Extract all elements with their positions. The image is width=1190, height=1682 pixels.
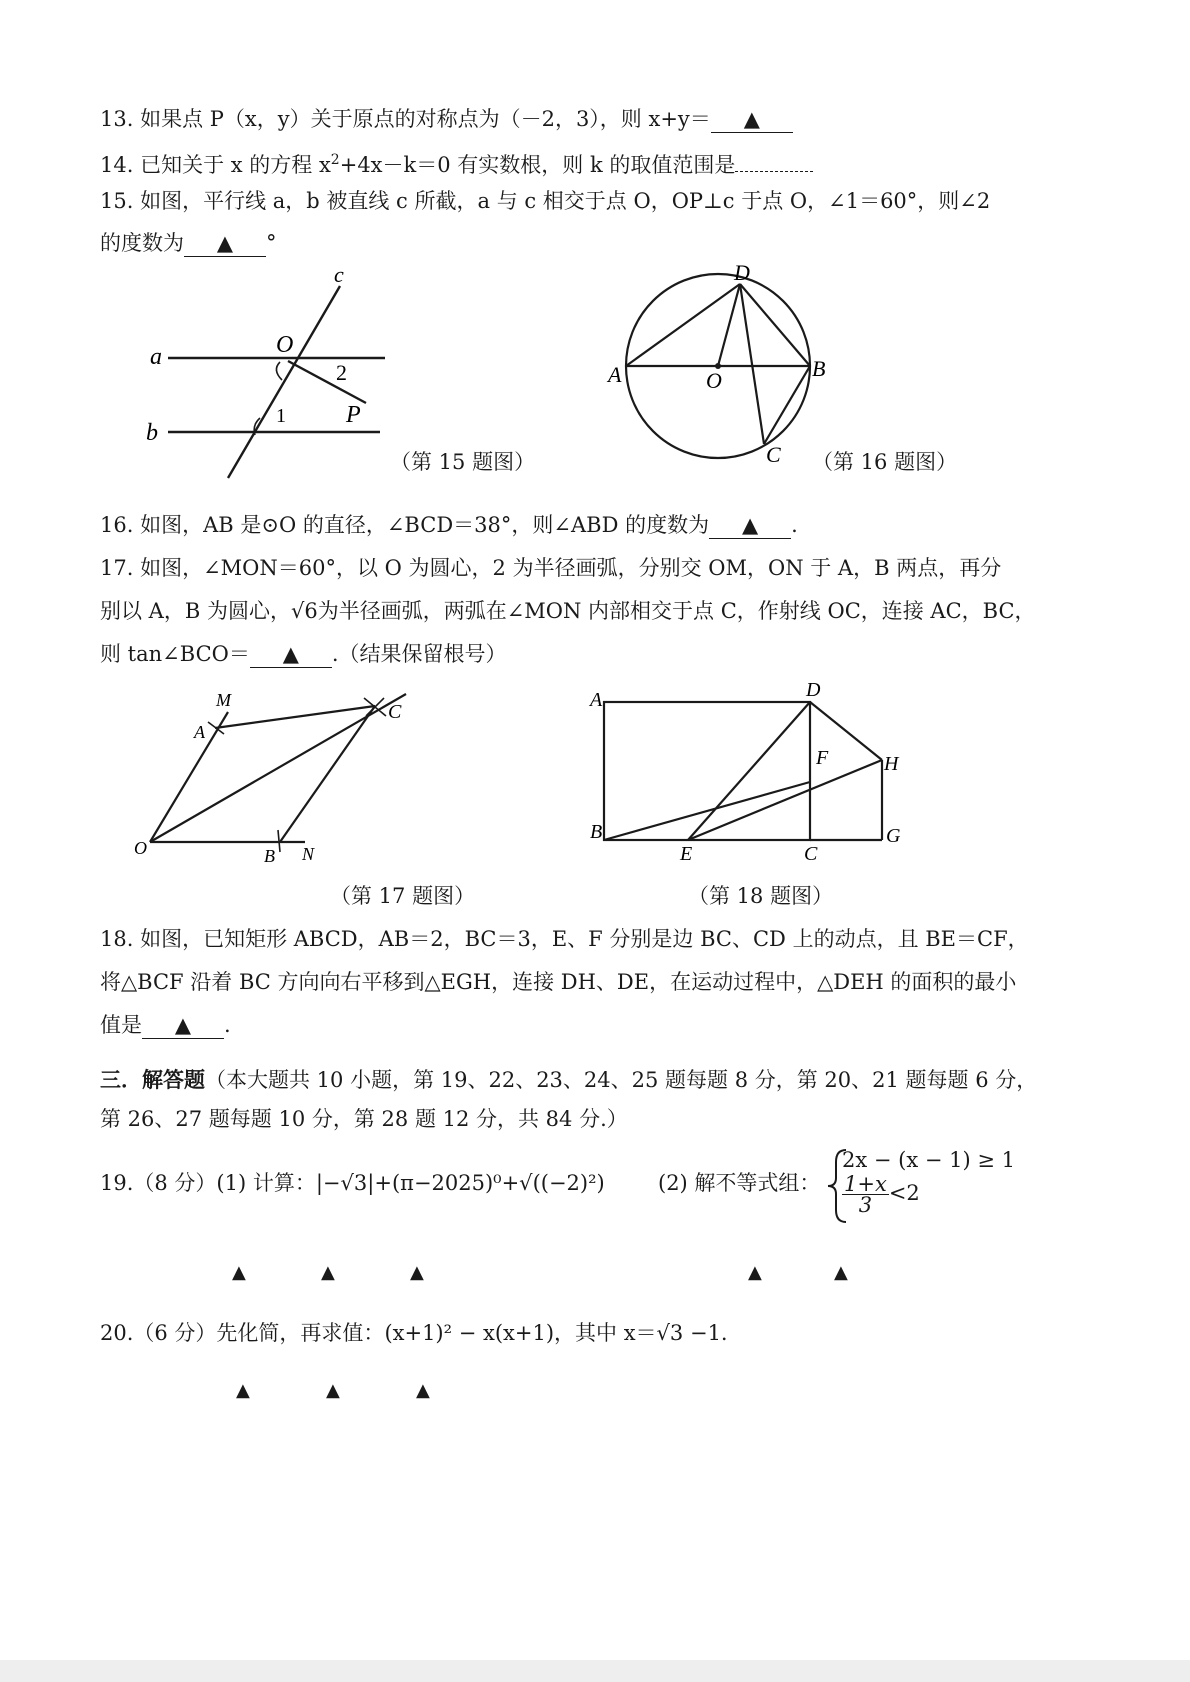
label-O: O xyxy=(134,838,147,858)
question-17-text-2: 别以 A，B 为圆心，√6为半径画弧，两弧在∠MON 内部相交于点 C，作射线 OC，连接 AC，BC， xyxy=(100,599,1036,623)
question-18-line-2 xyxy=(100,967,1016,997)
question-15-answer-blank: ▲ xyxy=(184,230,266,257)
section-3-text-2: 第 26、27 题每题 10 分，第 28 题 12 分，共 84 分.） xyxy=(100,1107,628,1131)
figure-17 xyxy=(130,682,430,877)
question-17-line-1 xyxy=(100,553,1001,583)
chord-AD xyxy=(626,284,740,366)
label-c: c xyxy=(334,262,344,287)
question-19-part-1 xyxy=(100,1168,605,1198)
question-17-answer-blank: ▲ xyxy=(250,641,332,668)
answer-mark: ▲ xyxy=(834,1262,848,1283)
label-E: E xyxy=(680,843,693,865)
label-D: D xyxy=(806,679,821,701)
answer-mark: ▲ xyxy=(326,1380,340,1401)
answer-mark: ▲ xyxy=(232,1262,246,1283)
segment-DE xyxy=(688,702,810,840)
label-B: B xyxy=(264,846,275,866)
question-18-text-1: 18. 如图，已知矩形 ABCD，AB＝2，BC＝3，E、F 分别是边 BC、CD 上的动点，且 BE＝CF， xyxy=(100,927,1029,951)
figure-16-diagram xyxy=(608,260,850,467)
question-19-part-2-label-wrap xyxy=(658,1168,820,1198)
label-1: 1 xyxy=(276,405,286,427)
label-G: G xyxy=(886,825,901,847)
label-C: C xyxy=(388,701,402,723)
figure-18 xyxy=(584,679,914,867)
question-13 xyxy=(100,104,793,134)
question-17-line-3 xyxy=(100,639,507,669)
answer-mark: ▲ xyxy=(321,1262,335,1283)
fraction-denominator: 3 xyxy=(858,1193,873,1217)
label-A: A xyxy=(194,722,205,742)
question-15-line-1 xyxy=(100,186,990,216)
question-15-degree: ° xyxy=(266,231,277,255)
figure-16 xyxy=(608,260,850,469)
label-B: B xyxy=(590,821,603,843)
question-14-exponent: 2 xyxy=(330,152,340,168)
label-P: P xyxy=(346,402,361,428)
question-14 xyxy=(100,145,813,180)
question-20-text-b: ，其中 x＝√3 −1. xyxy=(554,1321,728,1345)
question-15-text-2: 的度数为 xyxy=(100,231,184,255)
question-16-text: 16. 如图，AB 是⊙O 的直径，∠BCD＝38°，则∠ABD 的度数为 xyxy=(100,513,710,537)
label-N: N xyxy=(302,844,315,864)
label-A: A xyxy=(590,689,603,711)
figure-15-caption: （第 15 题图） xyxy=(390,450,536,474)
question-13-text: 13. 如果点 P（x，y）关于原点的对称点为（－2，3），则 x+y＝ xyxy=(100,107,711,131)
question-14-text-a: 14. 已知关于 x 的方程 x xyxy=(100,153,331,177)
label-B: B xyxy=(812,356,826,381)
label-M: M xyxy=(216,690,231,710)
inequality-2-relation: <2 xyxy=(888,1181,920,1205)
question-15-line-2 xyxy=(100,228,277,258)
inequality-2-fraction xyxy=(842,1174,889,1215)
ray-OM xyxy=(150,712,228,842)
label-O: O xyxy=(706,368,722,393)
question-16-answer-blank: ▲ xyxy=(709,512,791,539)
segment-EH xyxy=(688,760,882,840)
section-3-line-1 xyxy=(100,1065,1037,1095)
question-18-period: . xyxy=(224,1013,231,1037)
label-H: H xyxy=(884,753,899,775)
question-18-line-3 xyxy=(100,1010,231,1040)
question-19-expression: |−√3|+(π−2025)⁰+√((−2)²) xyxy=(315,1171,605,1195)
line-c xyxy=(228,286,340,478)
segment-BC xyxy=(280,706,375,842)
question-18-text-3: 值是 xyxy=(100,1013,142,1037)
segment-OP xyxy=(288,361,366,403)
answer-mark: ▲ xyxy=(236,1380,250,1401)
inequality-2 xyxy=(842,1174,920,1215)
arc-mark-B xyxy=(278,830,280,852)
question-14-text-b: +4x－k＝0 有实数根，则 k 的取值范围是 xyxy=(339,153,736,177)
question-19-part-1-label: 19.（8 分）(1) 计算： xyxy=(100,1171,316,1195)
page-bottom-strip xyxy=(0,1660,1190,1682)
label-A: A xyxy=(608,362,622,387)
question-14-answer-blank xyxy=(735,171,813,172)
question-20-text-a: 20.（6 分）先化简，再求值： xyxy=(100,1321,385,1345)
section-3-line-2 xyxy=(100,1104,628,1134)
figure-17-diagram xyxy=(130,682,430,872)
question-19-part-2-label: (2) 解不等式组： xyxy=(658,1171,821,1195)
figure-17-caption: （第 17 题图） xyxy=(330,884,476,908)
section-3-text-1: （本大题共 10 小题，第 19、22、23、24、25 题每题 8 分，第 20、21 题每题 6 分， xyxy=(205,1068,1038,1092)
question-16-period: . xyxy=(791,513,798,537)
figure-18-caption: （第 18 题图） xyxy=(688,884,834,908)
answer-mark: ▲ xyxy=(416,1380,430,1401)
question-18-answer-blank: ▲ xyxy=(142,1012,224,1039)
question-18-line-1 xyxy=(100,924,1029,954)
inequality-1: 2x − (x − 1) ≥ 1 xyxy=(842,1148,1015,1172)
fraction-numerator: 1+x xyxy=(844,1172,887,1196)
figure-16-caption: （第 16 题图） xyxy=(812,450,958,474)
label-D: D xyxy=(734,260,750,285)
figure-18-diagram xyxy=(584,679,914,865)
chord-BC xyxy=(764,366,810,444)
section-3-heading: 三．解答题 xyxy=(100,1067,205,1092)
question-20 xyxy=(100,1318,728,1348)
answer-mark: ▲ xyxy=(748,1262,762,1283)
question-18-text-2: 将△BCF 沿着 BC 方向向右平移到△EGH，连接 DH、DE，在运动过程中，△DEH 的面积的最小 xyxy=(100,970,1017,994)
label-a: a xyxy=(150,344,162,370)
label-b: b xyxy=(146,420,158,446)
question-17-text-1: 17. 如图，∠MON＝60°，以 O 为圆心，2 为半径画弧，分别交 OM，ON 于 A，B 两点，再分 xyxy=(100,556,1002,580)
question-20-expression: (x+1)² − x(x+1) xyxy=(384,1321,555,1345)
question-15-text: 15. 如图，平行线 a，b 被直线 c 所截，a 与 c 相交于点 O，OP⊥c 于点 O，∠1＝60°，则∠2 xyxy=(100,189,991,213)
angle-arc-O xyxy=(276,362,282,380)
label-C: C xyxy=(766,442,781,467)
question-16 xyxy=(100,510,798,540)
label-O: O xyxy=(276,332,294,358)
question-17-text-3b: .（结果保留根号） xyxy=(331,642,507,666)
label-2: 2 xyxy=(336,360,347,385)
question-17-text-3a: 则 tan∠BCO＝ xyxy=(100,642,250,666)
label-C: C xyxy=(804,843,818,865)
question-13-answer-blank: ▲ xyxy=(711,106,793,133)
answer-mark: ▲ xyxy=(410,1262,424,1283)
question-17-line-2 xyxy=(100,596,1036,626)
label-F: F xyxy=(816,747,829,769)
